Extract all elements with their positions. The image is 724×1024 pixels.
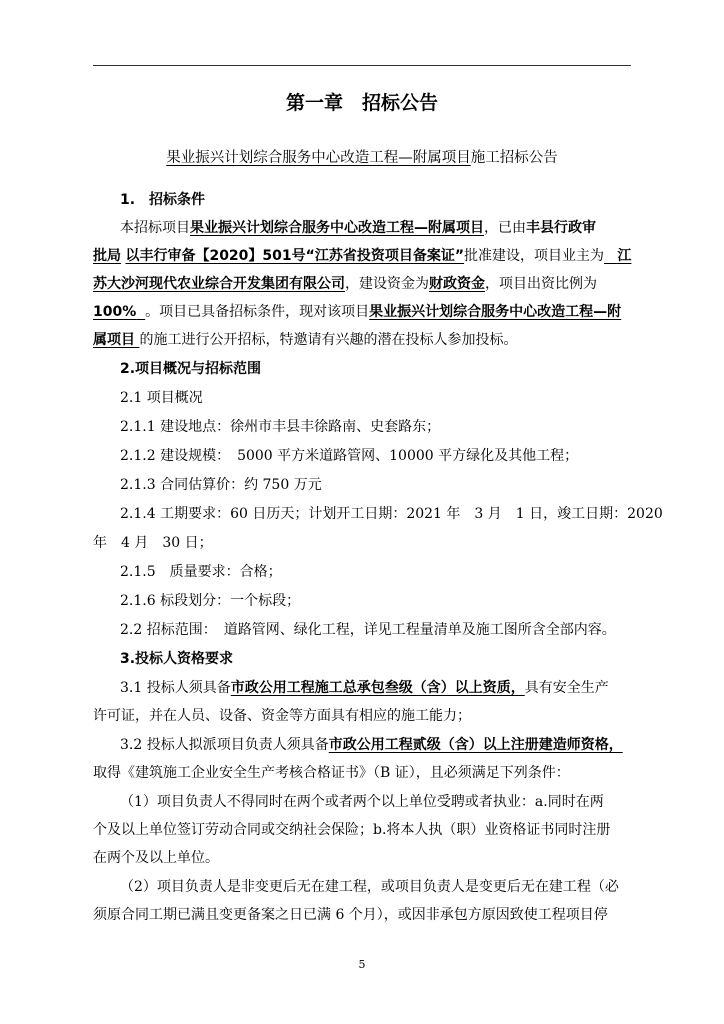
chapter-title: 第一章 招标公告	[285, 92, 438, 114]
condition-1-cont2: 在两个及以上单位。	[93, 850, 219, 866]
text: ，项目出资比例为	[485, 276, 597, 292]
funding-source: 财政资金	[429, 276, 485, 292]
owner-name: 江	[617, 248, 632, 264]
owner-name: 苏大沙河现代农业综合开发集团有限公司	[93, 276, 345, 292]
funding-ratio: 100%	[93, 304, 137, 320]
item-2-1-4: 2.1.4 工期要求：60 日历天；计划开工日期：2021 年 3 月 1 日，竣工日期：2020	[120, 506, 663, 522]
condition-2-cont: 须原合同工期已满且变更备案之日已满 6 个月），或因非承包方原因致使工程项目停	[93, 907, 608, 923]
item-2-1-6: 2.1.6 标段划分：一个标段；	[120, 593, 301, 609]
qualification: 市政公用工程施工总承包叁级（含）以上资质，	[230, 680, 525, 696]
condition-2: （2）项目负责人是非变更后无在建工程，或项目负责人是变更后无在建工程（必	[120, 879, 619, 895]
project-name: 属项目	[93, 332, 135, 348]
item-2-1-4-cont: 年 4 月 30 日；	[93, 535, 213, 551]
text: 3.2 投标人拟派项目负责人须具备	[120, 737, 329, 753]
item-2-1-3: 2.1.3 合同估算价：约 750 万元	[120, 477, 322, 493]
section1-line5	[93, 329, 517, 349]
item-2-1-5: 2.1.5 质量要求：合格；	[120, 564, 282, 580]
subtitle-rest: 施工招标公告	[470, 150, 558, 166]
item-2-1: 2.1 项目概况	[120, 390, 203, 406]
text: 批准建设，项目业主为	[464, 248, 605, 264]
section1-heading: 1. 招标条件	[120, 192, 206, 208]
item-3-1-cont: 许可证，并在人员、设备、资金等方面具有相应的施工能力；	[93, 708, 471, 724]
subtitle-project-name: 果业振兴计划综合服务中心改造工程—附属项目	[166, 150, 471, 166]
header-rule	[93, 65, 631, 66]
section1-line1	[120, 217, 596, 237]
item-3-2-cont: 取得《建筑施工企业安全生产考核合格证书》（B 证），且必须满足下列条件：	[93, 765, 570, 781]
document-subtitle	[0, 146, 724, 167]
section3-heading: 3.投标人资格要求	[120, 651, 234, 667]
item-2-1-2: 2.1.2 建设规模： 5000 平方米道路管网、10000 平方绿化及其他工程；	[120, 448, 579, 464]
text: 。项目已具备招标条件，现对该项目	[145, 304, 370, 320]
text: 3.1 投标人须具备	[120, 680, 231, 696]
section1-line2	[93, 245, 631, 265]
text: 具有安全生产	[524, 680, 609, 696]
section1-line4	[93, 301, 621, 321]
condition-1: （1）项目负责人不得同时在两个或者两个以上单位受聘或者执业：a.同时在两	[120, 794, 604, 810]
item-2-2: 2.2 招标范围： 道路管网、绿化工程，详见工程量清单及施工图所含全部内容。	[120, 622, 616, 638]
approval-authority: 批局	[93, 248, 121, 264]
item-3-2	[120, 734, 623, 754]
text: ，已由	[484, 220, 526, 236]
text: ，建设资金为	[345, 276, 429, 292]
condition-1-cont: 个及以上单位签订劳动合同或交纳社会保险；b.将本人执（职）业资格证书同时注册	[93, 822, 611, 838]
section2-heading: 2.项目概况与招标范围	[120, 361, 262, 377]
approval-document: 以丰行审备【2020】501号“江苏省投资项目备案证”	[125, 248, 465, 264]
qualification: 市政公用工程贰级（含）以上注册建造师资格，	[328, 737, 623, 753]
text: 的施工进行公开招标，特邀请有兴趣的潜在投标人参加投标。	[139, 332, 518, 348]
approval-authority: 丰县行政审	[526, 220, 596, 236]
item-2-1-1: 2.1.1 建设地点：徐州市丰县丰徐路南、史套路东；	[120, 419, 441, 435]
page-number: 5	[358, 958, 366, 971]
item-3-1	[120, 677, 609, 697]
text: 本招标项目	[120, 220, 190, 236]
project-name: 果业振兴计划综合服务中心改造工程—附	[369, 304, 622, 320]
section1-line3	[93, 273, 597, 293]
project-name: 果业振兴计划综合服务中心改造工程—附属项目	[190, 220, 484, 236]
